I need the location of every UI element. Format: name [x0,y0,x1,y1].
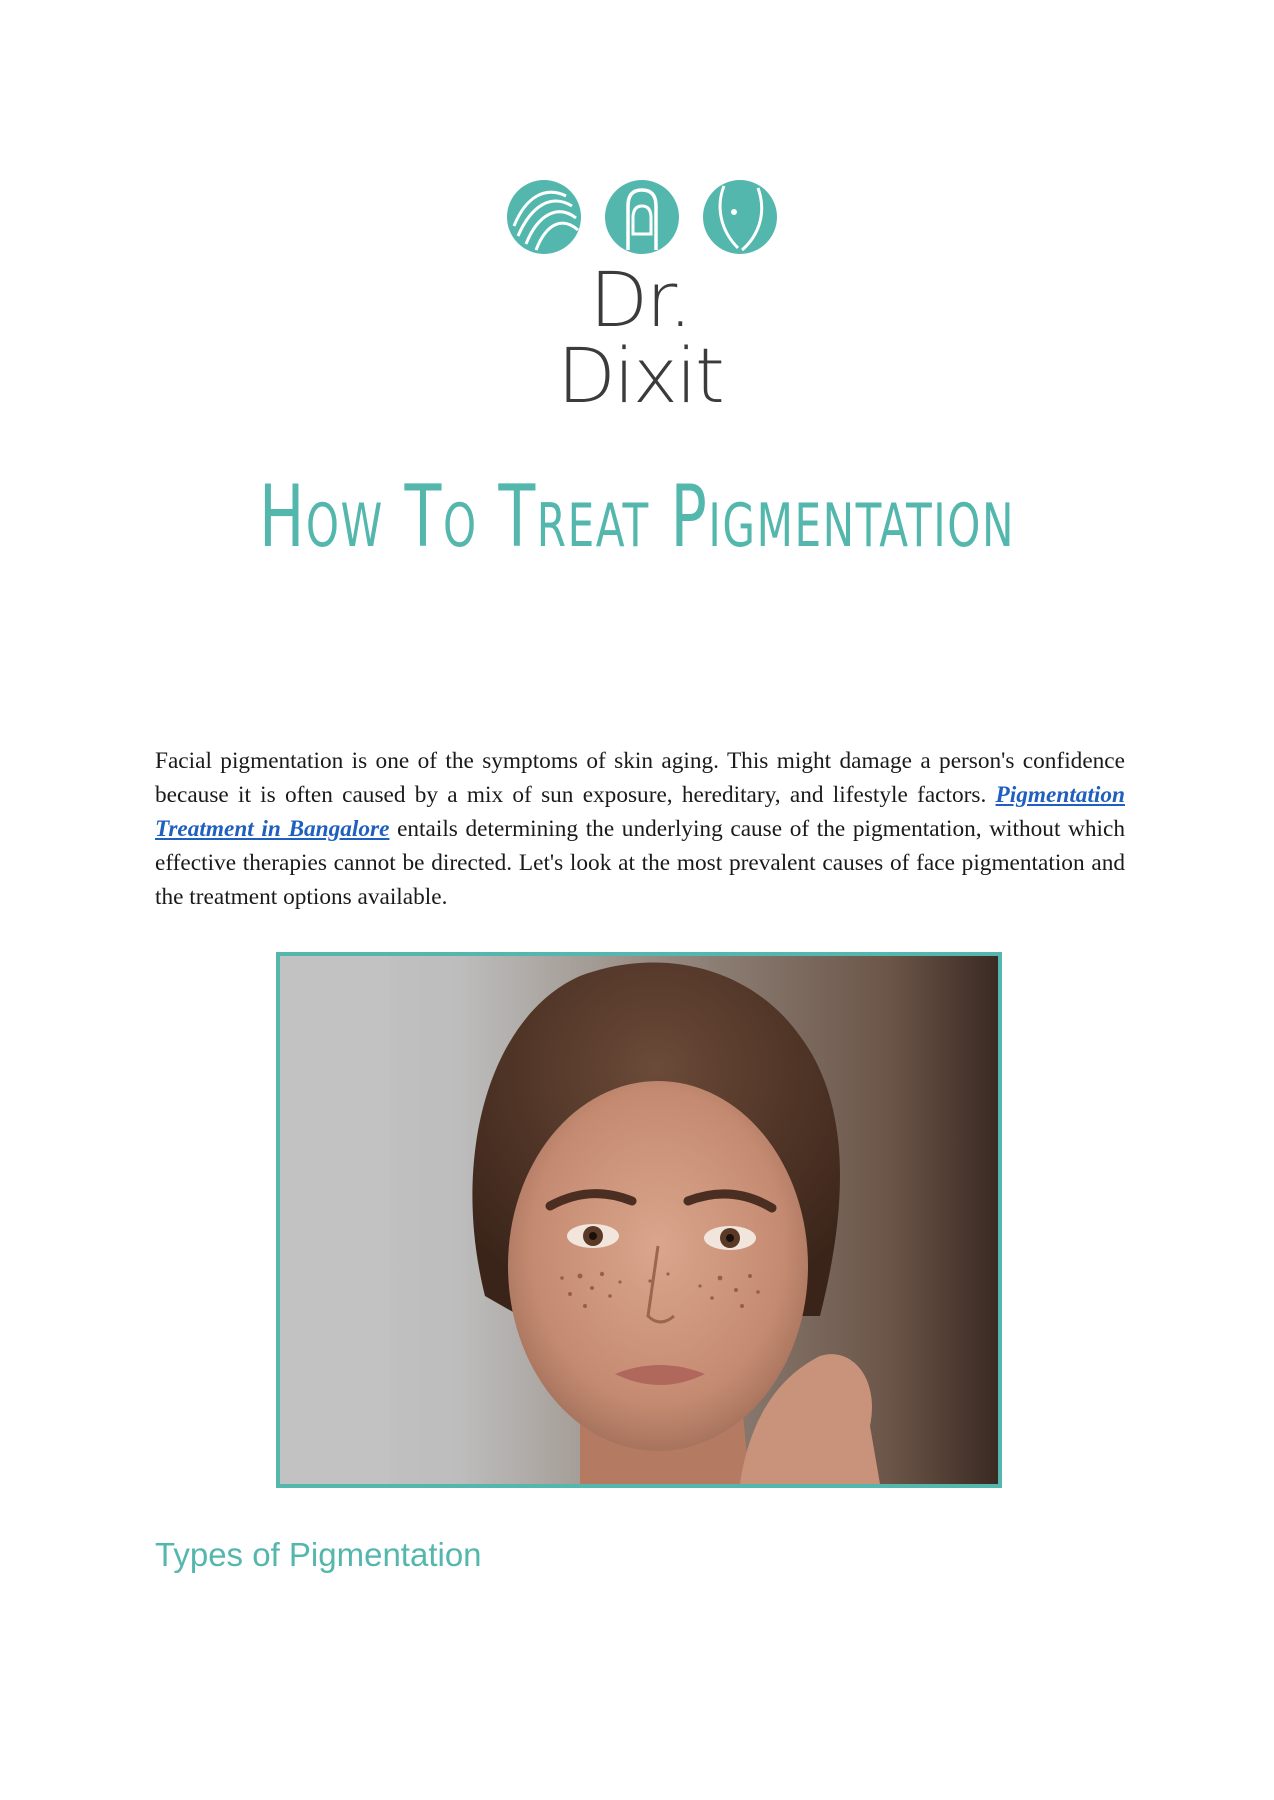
nail-icon [605,180,679,254]
intro-text-part2: entails determining the underlying cause of the pigmentation, without which effective therapies cannot be directed. Let's look at the most prevalent causes of face pigmentation and the treatment options available. [155,816,1125,910]
types-of-pigmentation-heading: Types of Pigmentation [155,1536,482,1573]
intro-paragraph [155,744,1125,914]
pigmentation-treatment-link[interactable]: Pigmentation Treatment in Bangalore [155,782,1125,842]
page-title: How To Treat Pigmentation [258,467,1016,567]
hair-icon [507,180,581,254]
portrait-photo [276,952,1002,1488]
face-icon [703,180,777,254]
logo [500,176,780,420]
portrait-illustration [280,956,998,1484]
logo-text: Dr. Dixit [557,255,723,420]
logo-icons [506,176,778,258]
intro-text-part1: Facial pigmentation is one of the symptoms of skin aging. This might damage a person's confidence because it is often caused by a mix of sun exposure, hereditary, and lifestyle factors. [155,748,1125,808]
